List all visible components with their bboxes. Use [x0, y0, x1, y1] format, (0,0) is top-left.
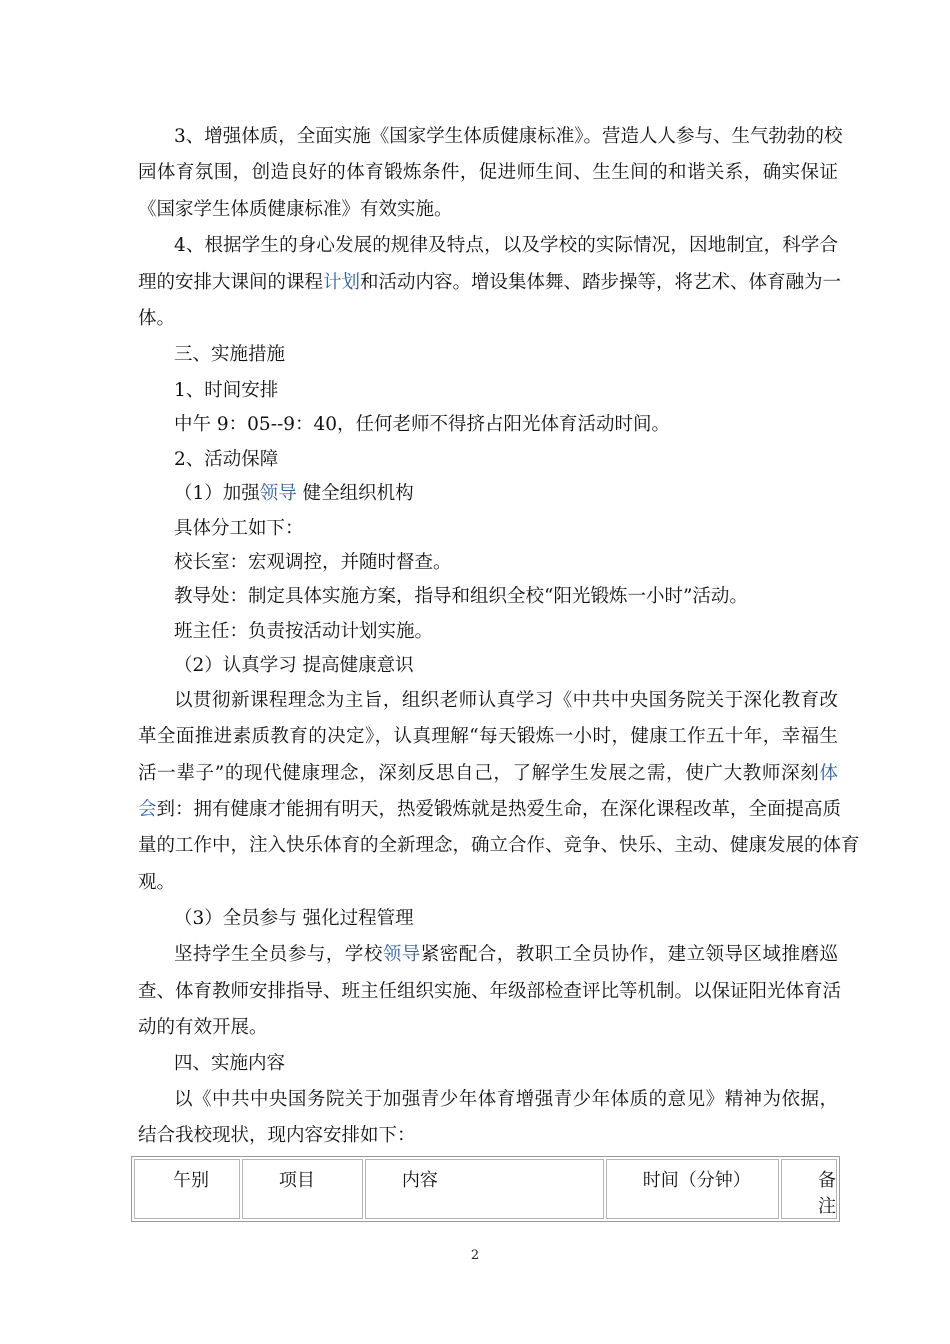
paragraph-line — [138, 762, 838, 786]
section-heading: 四、实施内容 — [174, 1053, 286, 1074]
plan-link[interactable]: 计划 — [323, 272, 361, 293]
paragraph-line: 《国家学生体质健康标准》有效实施。 — [138, 199, 453, 220]
paragraph-line: 教导处：制定具体实施方案，指导和组织全校“阳光锻炼一小时”活动。 — [174, 586, 748, 607]
paragraph-line: 以《中共中央国务院关于加强青少年体育增强青少年体质的意见》精神为依据， — [174, 1089, 838, 1110]
paragraph-line — [138, 271, 842, 295]
table-header-cell: 备注 — [781, 1159, 837, 1219]
leadership-link[interactable]: 领导 — [259, 483, 297, 504]
text-run: （1）加强 — [174, 483, 260, 504]
subsection-heading: 2、活动保障 — [174, 449, 279, 470]
paragraph-line: 观。 — [138, 872, 176, 893]
paragraph-line: 体。 — [138, 308, 176, 329]
paragraph-line — [174, 943, 838, 967]
page-number: 2 — [470, 1248, 480, 1263]
experience-link-continued[interactable]: 会 — [138, 799, 157, 820]
text-run: 坚持学生全员参与，学校 — [174, 944, 383, 965]
paragraph-line: 量的工作中，注入快乐体育的全新理念，确立合作、竞争、快乐、主动、健康发展的体育 — [138, 835, 860, 856]
paragraph-line: 结合我校现状，现内容安排如下： — [138, 1125, 416, 1146]
paragraph-line: 3、增强体质，全面实施《国家学生体质健康标准》。营造人人参与、生气勃勃的校 — [174, 126, 843, 147]
paragraph-line: 革全面推进素质教育的决定》，认真理解“每天锻炼一小时，健康工作五十年，幸福生 — [138, 726, 838, 747]
paragraph-line: 查、体育教师安排指导、班主任组织实施、年级部检查评比等机制。以保证阳光体育活 — [138, 981, 842, 1002]
text-run: 紧密配合，教职工全员协作，建立领导区域推磨巡 — [420, 944, 838, 965]
paragraph-line: 动的有效开展。 — [138, 1017, 268, 1038]
text-run: 健全组织机构 — [296, 483, 414, 504]
text-run: 活一辈子”的现代健康理念，深刻反思自己，了解学生发展之需，使广大教师深刻 — [138, 763, 820, 784]
experience-link[interactable]: 体 — [819, 763, 838, 784]
text-run: 和活动内容。增设集体舞、踏步操等，将艺术、体育融为一 — [360, 272, 842, 293]
table-header-cell: 内容 — [365, 1159, 604, 1219]
paragraph-line — [138, 798, 842, 822]
paragraph-line: 中午 9：05--9：40，任何老师不得挤占阳光体育活动时间。 — [174, 414, 671, 435]
section-heading: 三、实施措施 — [174, 344, 286, 365]
paragraph-line: 4、根据学生的身心发展的规律及特点，以及学校的实际情况，因地制宜，科学合 — [174, 235, 838, 256]
paragraph-line: 园体育氛围，创造良好的体育锻炼条件，促进师生间、生生间的和谐关系，确实保证 — [138, 162, 838, 183]
item-heading: （3）全员参与 强化过程管理 — [174, 908, 414, 929]
leadership-link-2[interactable]: 领导 — [382, 944, 421, 965]
table-header-row — [134, 1159, 837, 1219]
schedule-table — [131, 1156, 840, 1222]
item-heading: （2）认真学习 提高健康意识 — [174, 655, 414, 676]
paragraph-line: 以贯彻新课程理念为主旨，组织老师认真学习《中共中央国务院关于深化教育改 — [174, 690, 838, 711]
paragraph-line: 班主任：负责按活动计划实施。 — [174, 621, 434, 642]
item-heading — [174, 482, 838, 506]
subsection-heading: 1、时间安排 — [174, 380, 279, 401]
table-header-cell: 时间（分钟） — [606, 1159, 779, 1219]
table-header-cell: 午别 — [134, 1159, 240, 1219]
paragraph-line: 具体分工如下： — [174, 518, 304, 539]
paragraph-line: 校长室：宏观调控，并随时督查。 — [174, 552, 452, 573]
text-run: 到：拥有健康才能拥有明天，热爱锻炼就是热爱生命，在深化课程改革，全面提高质 — [156, 799, 842, 820]
table-header-cell: 项目 — [242, 1159, 363, 1219]
text-run: 理的安排大课间的课程 — [138, 272, 324, 293]
